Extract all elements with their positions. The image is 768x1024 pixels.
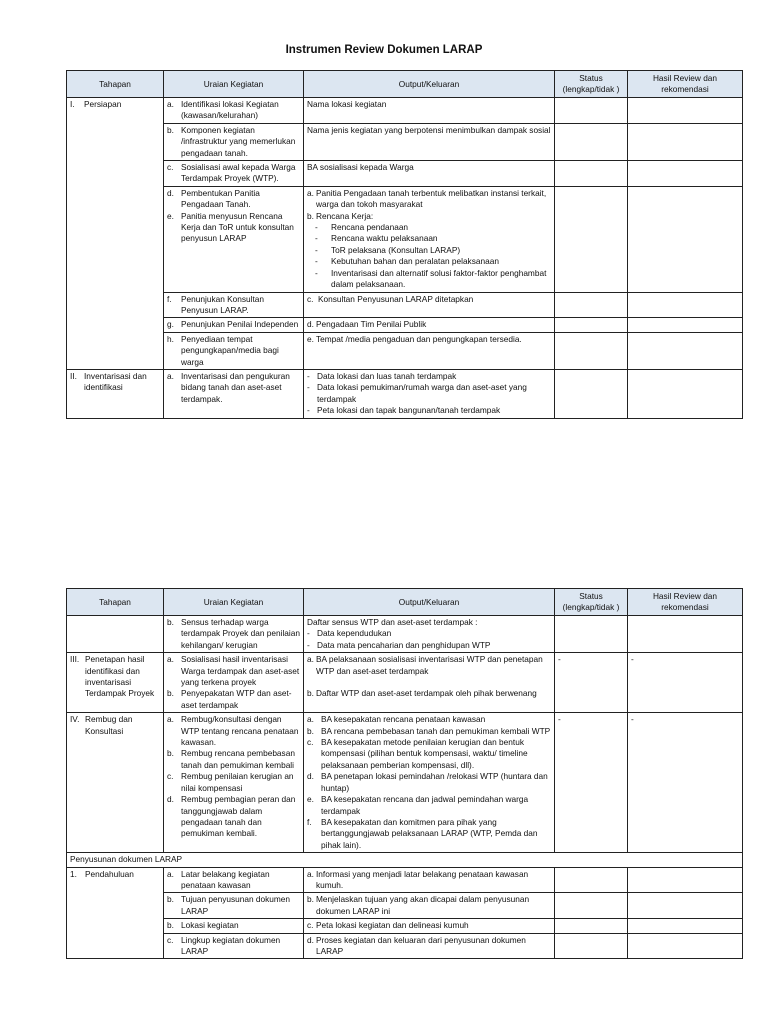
- phase-cell: [67, 123, 164, 160]
- table-row: [67, 161, 743, 187]
- table-row: [67, 713, 743, 853]
- review-cell[interactable]: -: [628, 653, 743, 713]
- section-label: Penyusunan dokumen LARAP: [67, 853, 743, 867]
- phase-cell: [67, 186, 164, 292]
- status-cell[interactable]: [555, 933, 628, 959]
- header-hasil: Hasil Review dan rekomendasi: [628, 71, 743, 98]
- review-table-2: [66, 588, 743, 959]
- phase-cell: [67, 161, 164, 187]
- output-cell: - Data lokasi dan luas tanah terdampak - Data lokasi pemukiman/rumah warga dan aset-aset yang terdampak - Peta lokasi dan tapak bangunan/tanah terdampak: [304, 369, 555, 418]
- review-table-1: [66, 70, 743, 419]
- header-output: Output/Keluaran: [304, 71, 555, 98]
- output-cell: a. BA kesepakatan rencana penataan kawasan b. BA rencana pembebasan tanah dan pemukiman kembali WTP c. BA kesepakatan metode penilaian kerugian dan bentuk kompensasi (pilihan bentuk kompensasi, waktu/ timeline pelaksanaan pemberian kompensasi, dll). d. BA penetapan lokasi pemindahan /relokasi WTP (huntara dan huntap) e. BA kesepakatan rencana dan jadwal pemindahan warga terdampak f. BA kesepakatan dan komitmen para pihak yang bertanggungjawab pelaksanaan LARAP (WTP, Pemda dan pihak lain).: [304, 713, 555, 853]
- status-cell[interactable]: [555, 292, 628, 318]
- activity-cell: f. Penunjukan Konsultan Penyusun LARAP.: [164, 292, 304, 318]
- phase-cell: [67, 292, 164, 318]
- phase-cell: [67, 933, 164, 959]
- document-title: Instrumen Review Dokumen LARAP: [285, 44, 483, 56]
- activity-cell: g. Penunjukan Penilai Independen: [164, 318, 304, 332]
- output-cell: Daftar sensus WTP dan aset-aset terdampak : - Data kependudukan - Data mata pencaharian dan penghidupan WTP: [304, 616, 555, 653]
- phase-cell: [67, 893, 164, 919]
- header-hasil: Hasil Review dan rekomendasi: [628, 589, 743, 616]
- output-cell: a. Informasi yang menjadi latar belakang penataan kawasan kumuh.: [304, 867, 555, 893]
- review-cell[interactable]: [628, 332, 743, 369]
- table-row: [67, 123, 743, 160]
- review-cell[interactable]: [628, 867, 743, 893]
- header-status: Status (lengkap/tidak ): [555, 71, 628, 98]
- phase-cell: IV. Rembug dan Konsultasi: [67, 713, 164, 853]
- phase-cell: [67, 332, 164, 369]
- status-cell[interactable]: [555, 616, 628, 653]
- review-cell[interactable]: [628, 369, 743, 418]
- output-cell: d. Pengadaan Tim Penilai Publik: [304, 318, 555, 332]
- status-cell[interactable]: [555, 318, 628, 332]
- table-row: [67, 919, 743, 933]
- status-cell[interactable]: [555, 369, 628, 418]
- status-cell[interactable]: -: [555, 653, 628, 713]
- status-cell[interactable]: [555, 186, 628, 292]
- status-cell[interactable]: [555, 893, 628, 919]
- phase-cell: III. Penetapan hasil identifikasi dan inventarisasi Terdampak Proyek: [67, 653, 164, 713]
- table-row: [67, 933, 743, 959]
- activity-cell: b. Komponen kegiatan /infrastruktur yang memerlukan pengadaan tanah.: [164, 123, 304, 160]
- output-cell: c. Konsultan Penyusunan LARAP ditetapkan: [304, 292, 555, 318]
- review-cell[interactable]: [628, 616, 743, 653]
- review-cell[interactable]: [628, 292, 743, 318]
- table-row: [67, 318, 743, 332]
- review-cell[interactable]: [628, 98, 743, 124]
- review-cell[interactable]: [628, 933, 743, 959]
- status-cell[interactable]: [555, 332, 628, 369]
- review-cell[interactable]: [628, 318, 743, 332]
- output-cell: BA sosialisasi kepada Warga: [304, 161, 555, 187]
- phase-cell: 1. Pendahuluan: [67, 867, 164, 893]
- activity-cell: b. Sensus terhadap warga terdampak Proyek dan penilaian kehilangan/ kerugian: [164, 616, 304, 653]
- table-row: [67, 867, 743, 893]
- table-header-row: [67, 589, 743, 616]
- header-status: Status (lengkap/tidak ): [555, 589, 628, 616]
- table-row: [67, 369, 743, 418]
- status-cell[interactable]: [555, 123, 628, 160]
- header-uraian: Uraian Kegiatan: [164, 71, 304, 98]
- table-row: [67, 292, 743, 318]
- phase-cell: II. Inventarisasi dan identifikasi: [67, 369, 164, 418]
- output-cell: d. Proses kegiatan dan keluaran dari penyusunan dokumen LARAP: [304, 933, 555, 959]
- output-cell: e. Tempat /media pengaduan dan pengungkapan tersedia.: [304, 332, 555, 369]
- table-header-row: [67, 71, 743, 98]
- section-row: [67, 853, 743, 867]
- review-cell[interactable]: [628, 186, 743, 292]
- table-row: [67, 98, 743, 124]
- review-cell[interactable]: [628, 919, 743, 933]
- status-cell[interactable]: [555, 161, 628, 187]
- phase-cell: [67, 616, 164, 653]
- activity-cell: d. Pembentukan Panitia Pengadaan Tanah. e. Panitia menyusun Rencana Kerja dan ToR untuk konsultan penyusun LARAP: [164, 186, 304, 292]
- output-cell: c. Peta lokasi kegiatan dan delineasi kumuh: [304, 919, 555, 933]
- activity-cell: a. Inventarisasi dan pengukuran bidang tanah dan aset-aset terdampak.: [164, 369, 304, 418]
- activity-cell: c. Lingkup kegiatan dokumen LARAP: [164, 933, 304, 959]
- output-cell: a. Panitia Pengadaan tanah terbentuk melibatkan instansi terkait, warga dan tokoh masyarakat b. Rencana Kerja: - Rencana pendanaan - Rencana waktu pelaksanaan - ToR pelaksana (Konsultan LARAP) - Kebutuhan bahan dan peralatan pelaksanaan - Inventarisasi dan alternatif solusi faktor-faktor penghambat dalam pelaksanaan.: [304, 186, 555, 292]
- status-cell[interactable]: [555, 98, 628, 124]
- phase-cell: [67, 919, 164, 933]
- activity-cell: b. Lokasi kegiatan: [164, 919, 304, 933]
- header-tahapan: Tahapan: [67, 589, 164, 616]
- table-row: [67, 186, 743, 292]
- status-cell[interactable]: [555, 867, 628, 893]
- phase-cell: [67, 318, 164, 332]
- header-tahapan: Tahapan: [67, 71, 164, 98]
- activity-cell: a. Rembug/konsultasi dengan WTP tentang rencana penataan kawasan. b. Rembug rencana pembebasan tanah dan pemukiman kembali c. Rembug penilaian kerugian an nilai kompensasi d. Rembug pembagian peran dan tanggungjawab dalam pengadaan tanah dan pemukiman kembali.: [164, 713, 304, 853]
- status-cell[interactable]: [555, 919, 628, 933]
- header-output: Output/Keluaran: [304, 589, 555, 616]
- activity-cell: c. Sosialisasi awal kepada Warga Terdampak Proyek (WTP).: [164, 161, 304, 187]
- activity-cell: a. Identifikasi lokasi Kegiatan (kawasan/kelurahan): [164, 98, 304, 124]
- header-uraian: Uraian Kegiatan: [164, 589, 304, 616]
- output-cell: a. BA pelaksanaan sosialisasi inventarisasi WTP dan penetapan WTP dan aset-aset terdampak b. Daftar WTP dan aset-aset terdampak oleh pihak berwenang: [304, 653, 555, 713]
- status-cell[interactable]: -: [555, 713, 628, 853]
- table-row: [67, 332, 743, 369]
- activity-cell: b. Tujuan penyusunan dokumen LARAP: [164, 893, 304, 919]
- phase-cell: I. Persiapan: [67, 98, 164, 124]
- table-row: [67, 653, 743, 713]
- review-cell[interactable]: [628, 893, 743, 919]
- activity-cell: a. Sosialisasi hasil inventarisasi Warga terdampak dan aset-aset yang terkena proyek b. Penyepakatan WTP dan aset-aset terdampak: [164, 653, 304, 713]
- review-cell[interactable]: -: [628, 713, 743, 853]
- output-cell: b. Menjelaskan tujuan yang akan dicapai dalam penyusunan dokumen LARAP ini: [304, 893, 555, 919]
- table-row: [67, 893, 743, 919]
- output-cell: Nama jenis kegiatan yang berpotensi menimbulkan dampak sosial: [304, 123, 555, 160]
- review-cell[interactable]: [628, 123, 743, 160]
- output-cell: Nama lokasi kegiatan: [304, 98, 555, 124]
- activity-cell: h. Penyediaan tempat pengungkapan/media bagi warga: [164, 332, 304, 369]
- table-row: [67, 616, 743, 653]
- activity-cell: a. Latar belakang kegiatan penataan kawasan: [164, 867, 304, 893]
- review-cell[interactable]: [628, 161, 743, 187]
